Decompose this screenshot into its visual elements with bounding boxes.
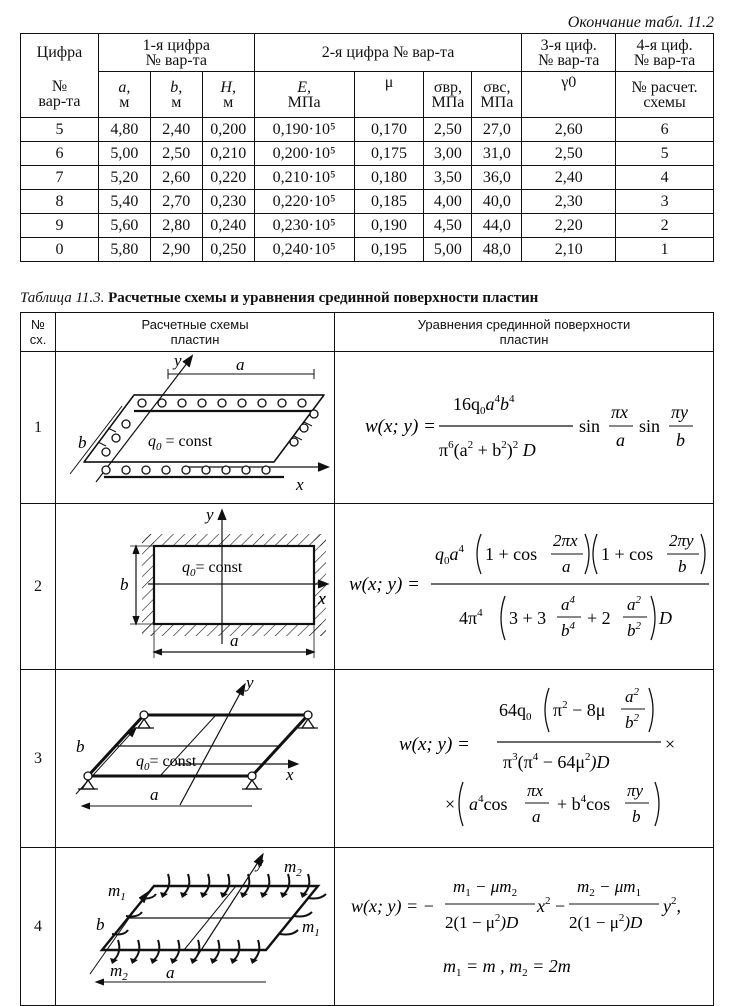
table-cell-a: 5,00 xyxy=(98,142,150,166)
eq2-mid: + 2 xyxy=(587,608,611,628)
scheme-number: 1 xyxy=(21,352,56,504)
eq2-p1: 1 + cos xyxy=(485,544,538,564)
scheme-diagram-3 xyxy=(56,670,335,848)
table-cell-svr: 4,00 xyxy=(424,190,472,214)
schemes-table xyxy=(20,312,714,1006)
eq2-den-D: D xyxy=(659,608,672,628)
b-dimension-label: b xyxy=(78,433,87,452)
q0-label: $q_0=$ const xyxy=(182,559,243,579)
col-b-header: b, м xyxy=(150,72,202,118)
a-dimension-label: a xyxy=(230,631,239,650)
table-cell-g: 2,30 xyxy=(522,190,616,214)
schemes-header: Расчетные схемы пластин xyxy=(56,313,335,352)
eq3-times: × xyxy=(665,734,676,754)
col-mu-header: μ xyxy=(354,72,424,118)
moment-loaded-plate-diagram xyxy=(56,848,334,1000)
y-axis-label: y xyxy=(174,352,182,370)
table-cell-svs: 48,0 xyxy=(472,238,522,262)
table-cell-b: 2,60 xyxy=(150,166,202,190)
eq1-sin1-num: πx xyxy=(611,402,629,422)
corner-supported-plate-diagram xyxy=(56,670,334,842)
table-cell-E: 0,200·10⁵ xyxy=(254,142,354,166)
table-cell-svr: 3,50 xyxy=(424,166,472,190)
m2-top-label: $m_2$ xyxy=(284,857,302,879)
eq4-lhs: w(x; y) = − xyxy=(351,896,435,916)
table-cell-mu: 0,175 xyxy=(354,142,424,166)
equation-1-svg xyxy=(335,352,713,498)
eq3-nf-num: $a^2$ xyxy=(625,686,639,706)
eq3-l2-f2-num: πy xyxy=(627,781,644,800)
table-cell-s: 2 xyxy=(616,214,714,238)
table-cell-n: 6 xyxy=(21,142,99,166)
table-cell-n: 0 xyxy=(21,238,99,262)
eq3-l2-f1-den: a xyxy=(532,807,541,826)
table-row xyxy=(21,166,714,190)
x-axis-label: x xyxy=(296,475,304,494)
eq2-numerator-prefix: $q_0a^4$ xyxy=(435,543,464,567)
eq3-l2-times: × xyxy=(445,794,456,814)
table-cell-s: 3 xyxy=(616,190,714,214)
a-dimension-label: a xyxy=(236,355,245,374)
variants-table xyxy=(20,33,714,262)
eq3-lhs: w(x; y) = xyxy=(399,734,470,755)
eq4-x2: $x^2$ − xyxy=(537,895,566,916)
eq2-den-open: 3 + 3 xyxy=(509,608,547,628)
col-svr-header: σвр, МПа xyxy=(424,72,472,118)
eq3-l2-a: $a^4\cos$ xyxy=(469,793,508,814)
eq2-f2-den: $b^2$ xyxy=(627,620,641,640)
table-cell-g: 2,40 xyxy=(522,166,616,190)
b-dimension-label: b xyxy=(96,915,105,934)
table-cell-s: 5 xyxy=(616,142,714,166)
x-axis-label: x xyxy=(286,765,294,784)
table-cell-b: 2,80 xyxy=(150,214,202,238)
table-row xyxy=(21,238,714,262)
plate-rectangle xyxy=(154,546,314,624)
table-cell-a: 5,80 xyxy=(98,238,150,262)
eq1-sin2: sin xyxy=(639,416,661,436)
eq1-numerator: $16q_0a^4b^4$ xyxy=(453,393,515,417)
scheme-number: 4 xyxy=(21,848,56,1006)
table-cell-H: 0,210 xyxy=(202,142,254,166)
table-cell-E: 0,220·10⁵ xyxy=(254,190,354,214)
table-cell-s: 6 xyxy=(616,118,714,142)
table-cell-b: 2,40 xyxy=(150,118,202,142)
digit1-header: 1-я цифра № вар-та xyxy=(98,34,254,72)
table-cell-E: 0,240·10⁵ xyxy=(254,238,354,262)
col-scheme-header: № расчет. схемы xyxy=(616,72,714,118)
table-cell-svs: 31,0 xyxy=(472,142,522,166)
eq3-num-prefix: $64q_0$ xyxy=(499,700,532,723)
col-a-header: a, м xyxy=(98,72,150,118)
table-cell-E: 0,210·10⁵ xyxy=(254,166,354,190)
y-axis-label: y xyxy=(256,853,264,872)
table-cell-mu: 0,180 xyxy=(354,166,424,190)
eq3-l2-f1-num: πx xyxy=(527,781,544,800)
table2-caption-title: Расчетные схемы и уравнения срединной поверхности пластин xyxy=(108,290,539,306)
eq1-lhs: w(x; y) = xyxy=(365,416,436,437)
table-cell-s: 1 xyxy=(616,238,714,262)
table-row xyxy=(21,118,714,142)
y-axis-label: y xyxy=(206,505,214,524)
col-gamma-header: γ0 xyxy=(522,72,616,118)
scheme-number-header: № сх. xyxy=(21,313,56,352)
equation-4 xyxy=(335,848,714,1006)
eq2-f1-num: $a^4$ xyxy=(561,594,575,614)
eq2-p2: 1 + cos xyxy=(601,544,654,564)
q0-label: $q_0$ = const xyxy=(148,433,213,453)
eq2-p2-den: b xyxy=(678,557,687,576)
equation-2 xyxy=(335,504,714,670)
eq3-l2-plus: + $b^4\cos$ xyxy=(557,793,611,814)
eq1-sin2-num: πy xyxy=(671,402,689,422)
equations-header: Уравнения срединной поверхности пластин xyxy=(335,313,714,352)
table-cell-n: 8 xyxy=(21,190,99,214)
digit4-header: 4-я циф. № вар-та xyxy=(616,34,714,72)
table-cell-E: 0,190·10⁵ xyxy=(254,118,354,142)
table-cell-mu: 0,185 xyxy=(354,190,424,214)
table-cell-svs: 44,0 xyxy=(472,214,522,238)
eq4-f1-den: $2(1 - \mu^2)D$ xyxy=(445,912,519,932)
q0-label: $q_0=$ const xyxy=(136,753,197,773)
eq4-f1-num: $m_1 - \mu m_2$ xyxy=(453,877,518,899)
col-H-header: H, м xyxy=(202,72,254,118)
table2-caption xyxy=(20,290,538,307)
table-cell-H: 0,230 xyxy=(202,190,254,214)
table-cell-g: 2,60 xyxy=(522,118,616,142)
equation-2-svg xyxy=(335,504,713,664)
table2-caption-label: Таблица 11.3. xyxy=(20,290,105,306)
table-cell-g: 2,20 xyxy=(522,214,616,238)
table-row xyxy=(21,190,714,214)
m1-left-label: $m_1$ xyxy=(108,881,126,903)
table-cell-n: 5 xyxy=(21,118,99,142)
scheme-number: 2 xyxy=(21,504,56,670)
table-cell-mu: 0,170 xyxy=(354,118,424,142)
table-cell-b: 2,50 xyxy=(150,142,202,166)
eq3-num-open: $\pi^2 - 8\mu$ xyxy=(553,699,606,720)
eq1-sin1: sin xyxy=(579,416,601,436)
scheme-diagram-4 xyxy=(56,848,335,1006)
eq2-p2-num: 2πy xyxy=(669,531,694,550)
eq3-l2-f2-den: b xyxy=(632,807,641,826)
eq1-sin1-den: a xyxy=(616,430,625,450)
a-dimension-label: a xyxy=(166,963,175,982)
b-dimension-label: b xyxy=(120,575,129,594)
eq4-y2: $y^2$, xyxy=(663,895,681,916)
eq2-p1-num: 2πx xyxy=(553,531,578,550)
scheme-diagram-2 xyxy=(56,504,335,670)
table-cell-H: 0,250 xyxy=(202,238,254,262)
table-cell-s: 4 xyxy=(616,166,714,190)
table-cell-svs: 40,0 xyxy=(472,190,522,214)
scheme-diagram-1 xyxy=(56,352,335,504)
table-cell-n: 7 xyxy=(21,166,99,190)
table-cell-svr: 2,50 xyxy=(424,118,472,142)
table-cell-svs: 27,0 xyxy=(472,118,522,142)
digit2-header: 2-я цифра № вар-та xyxy=(254,34,522,72)
y-axis-label: y xyxy=(246,673,254,692)
eq4-f2-den: $2(1 - \mu^2)D$ xyxy=(569,912,643,932)
table-cell-svr: 3,00 xyxy=(424,142,472,166)
table-cell-g: 2,50 xyxy=(522,142,616,166)
variant-number-header: № вар-та xyxy=(21,72,99,118)
col-E-header: E, МПа xyxy=(254,72,354,118)
eq1-denominator: $\pi^6(a^2 + b^2)^2$ D xyxy=(439,439,536,460)
equation-4-svg xyxy=(335,848,713,1000)
b-dimension-label: b xyxy=(76,737,85,756)
m2-bottom-label: $m_2$ xyxy=(110,961,128,983)
table-cell-a: 5,20 xyxy=(98,166,150,190)
equation-3 xyxy=(335,670,714,848)
eq2-f1-den: $b^4$ xyxy=(561,620,575,640)
clamped-plate-diagram xyxy=(56,504,334,664)
hinged-plate-diagram xyxy=(56,352,334,498)
eq1-sin2-den: b xyxy=(676,430,685,450)
table-cell-H: 0,240 xyxy=(202,214,254,238)
a-dimension-label: a xyxy=(150,785,159,804)
eq3-nf-den: $b^2$ xyxy=(625,712,639,732)
digit3-header: 3-я циф. № вар-та xyxy=(522,34,616,72)
eq2-den-prefix: $4\pi^4$ xyxy=(459,607,483,628)
table-cell-svr: 4,50 xyxy=(424,214,472,238)
equation-1 xyxy=(335,352,714,504)
col-svs-header: σвс, МПа xyxy=(472,72,522,118)
cifra-header: Цифра xyxy=(21,34,99,72)
eq3-denominator: $\pi^3(\pi^4 - 64\mu^2)D$ xyxy=(503,751,610,772)
table-cell-b: 2,70 xyxy=(150,190,202,214)
scheme-number: 3 xyxy=(21,670,56,848)
x-axis-label: x xyxy=(318,589,326,608)
table-cell-n: 9 xyxy=(21,214,99,238)
equation-3-svg xyxy=(335,670,713,842)
table-row xyxy=(21,214,714,238)
table-cell-b: 2,90 xyxy=(150,238,202,262)
eq4-f2-num: $m_2 - \mu m_1$ xyxy=(577,877,642,899)
table-cell-svr: 5,00 xyxy=(424,238,472,262)
table-cell-mu: 0,190 xyxy=(354,214,424,238)
table-cell-H: 0,200 xyxy=(202,118,254,142)
eq4-m-line: $m_1 = m$ , $m_2 = 2m$ xyxy=(443,956,571,979)
table-cell-g: 2,10 xyxy=(522,238,616,262)
table1-caption: Окончание табл. 11.2 xyxy=(567,14,714,31)
table-cell-mu: 0,195 xyxy=(354,238,424,262)
table-cell-a: 5,60 xyxy=(98,214,150,238)
table-cell-svs: 36,0 xyxy=(472,166,522,190)
eq2-lhs: w(x; y) = xyxy=(349,574,420,595)
eq2-f2-num: $a^2$ xyxy=(627,594,641,614)
table-cell-a: 4,80 xyxy=(98,118,150,142)
m1-right-label: $m_1$ xyxy=(302,917,320,939)
table-cell-E: 0,230·10⁵ xyxy=(254,214,354,238)
eq2-p1-den: a xyxy=(562,557,571,576)
table-row xyxy=(21,142,714,166)
table-cell-a: 5,40 xyxy=(98,190,150,214)
table-cell-H: 0,220 xyxy=(202,166,254,190)
